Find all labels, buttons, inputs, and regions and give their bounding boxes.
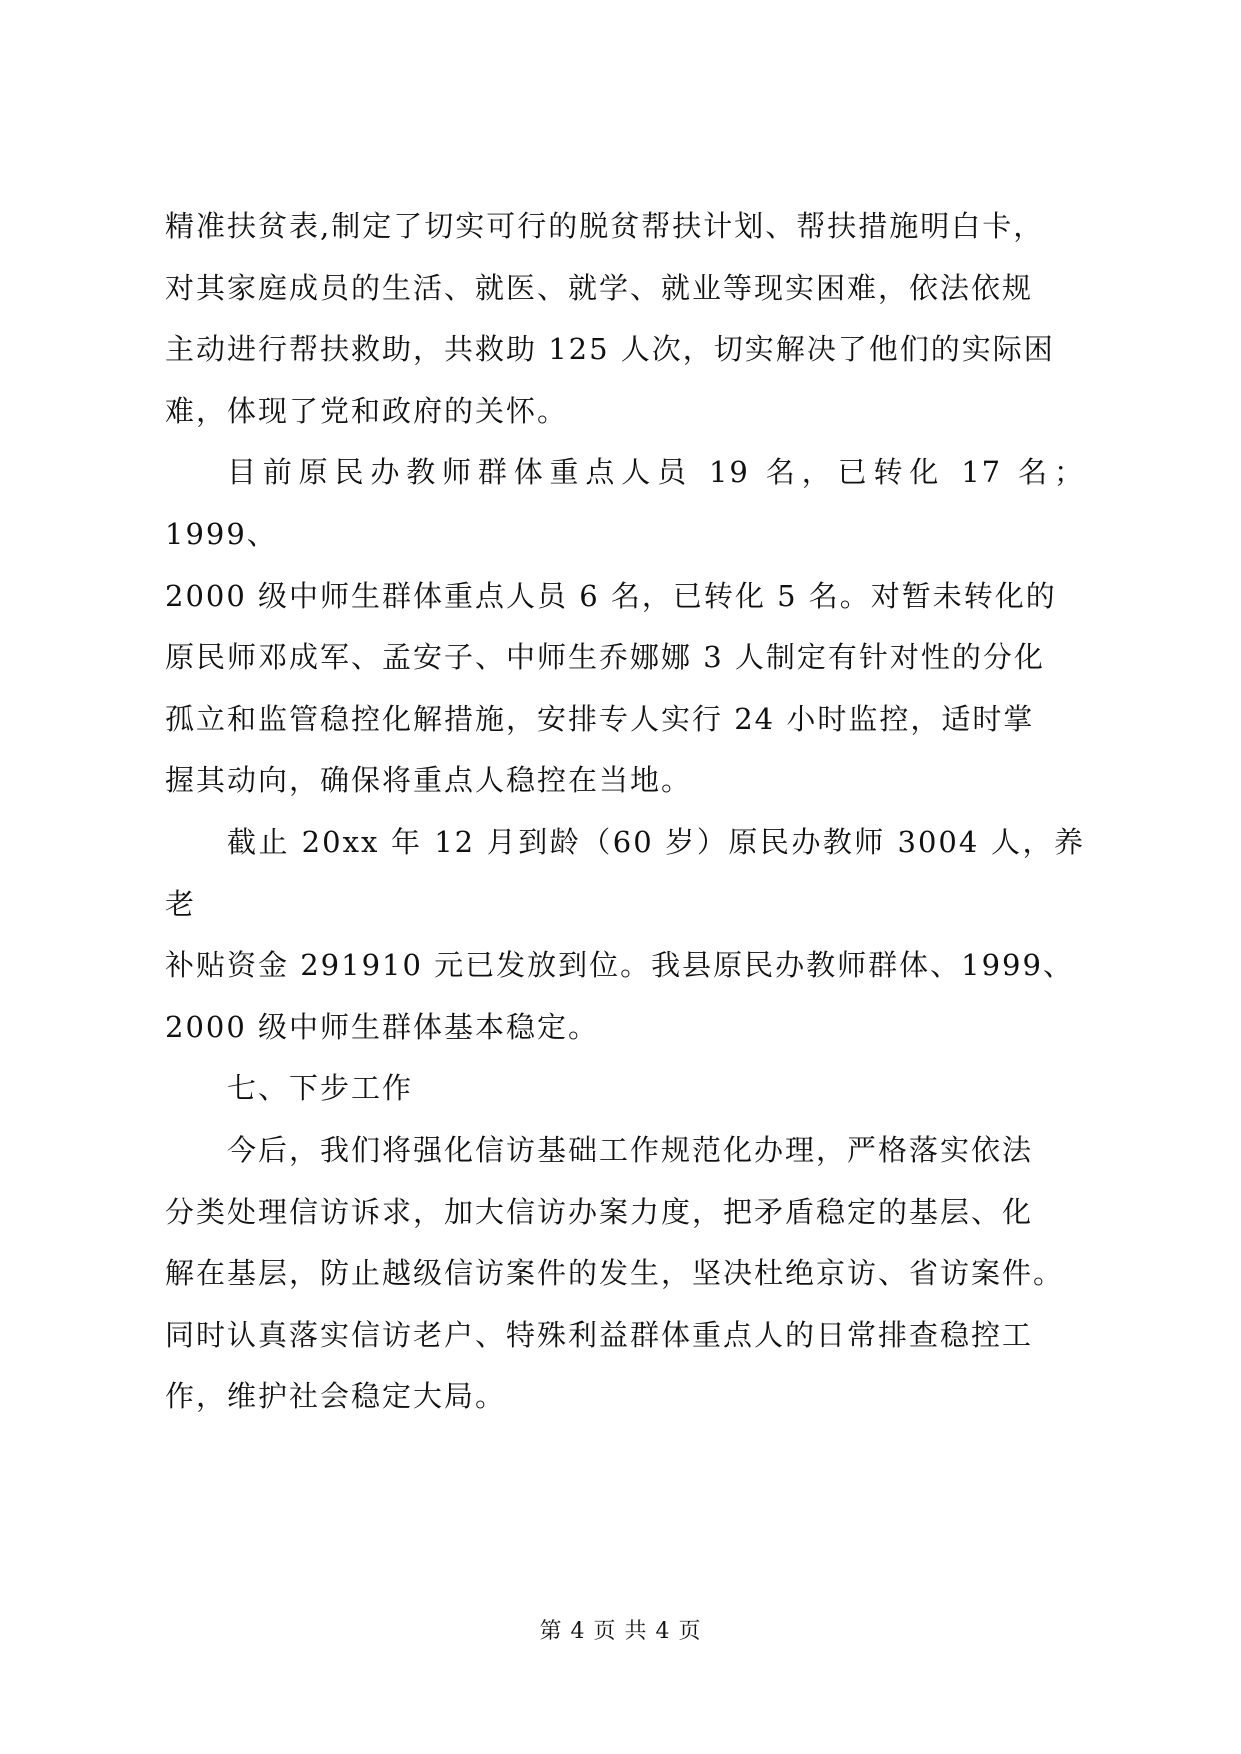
line: 精准扶贫表,制定了切实可行的脱贫帮扶计划、帮扶措施明白卡， bbox=[165, 209, 1045, 243]
line: 2000 级中师生群体重点人员 6 名，已转化 5 名。对暂未转化的 bbox=[165, 578, 1057, 613]
page-footer bbox=[0, 1614, 1241, 1645]
paragraph-3 bbox=[165, 812, 1085, 1058]
line: 截止 20xx 年 12 月到龄（60 岁）原民办教师 3004 人，养老 bbox=[165, 824, 1085, 921]
line: 今后，我们将强化信访基础工作规范化办理，严格落实依法 bbox=[227, 1132, 1034, 1167]
page-number: 第 4 页 共 4 页 bbox=[539, 1619, 702, 1644]
line: 目前原民办教师群体重点人员 19 名，已转化 17 名；1999、 bbox=[165, 455, 1085, 551]
paragraph-1 bbox=[165, 196, 1085, 442]
line: 作，维护社会稳定大局。 bbox=[165, 1379, 507, 1414]
line: 同时认真落实信访老户、特殊利益群体重点人的日常排查稳控工 bbox=[165, 1317, 1034, 1352]
paragraph-4 bbox=[165, 1120, 1085, 1428]
heading-text: 七、下步工作 bbox=[227, 1071, 414, 1106]
line: 难，体现了党和政府的关怀。 bbox=[165, 393, 569, 428]
line: 2000 级中师生群体基本稳定。 bbox=[165, 1009, 600, 1044]
line: 主动进行帮扶救助，共救助 125 人次，切实解决了他们的实际困 bbox=[165, 332, 1055, 367]
line: 分类处理信访诉求，加大信访办案力度，把矛盾稳定的基层、化 bbox=[165, 1194, 1034, 1229]
paragraph-2 bbox=[165, 442, 1085, 812]
line: 握其动向，确保将重点人稳控在当地。 bbox=[165, 763, 693, 798]
line: 对其家庭成员的生活、就医、就学、就业等现实困难，依法依规 bbox=[165, 270, 1034, 305]
document-body bbox=[165, 196, 1085, 1428]
line: 原民师邓成军、孟安子、中师生乔娜娜 3 人制定有针对性的分化 bbox=[165, 640, 1045, 675]
line: 解在基层，防止越级信访案件的发生，坚决杜绝京访、省访案件。 bbox=[165, 1256, 1065, 1291]
line: 孤立和监管稳控化解措施，安排专人实行 24 小时监控，适时掌 bbox=[165, 701, 1035, 736]
line: 补贴资金 291910 元已发放到位。我县原民办教师群体、1999、 bbox=[165, 948, 1074, 983]
section-heading bbox=[165, 1058, 1085, 1120]
